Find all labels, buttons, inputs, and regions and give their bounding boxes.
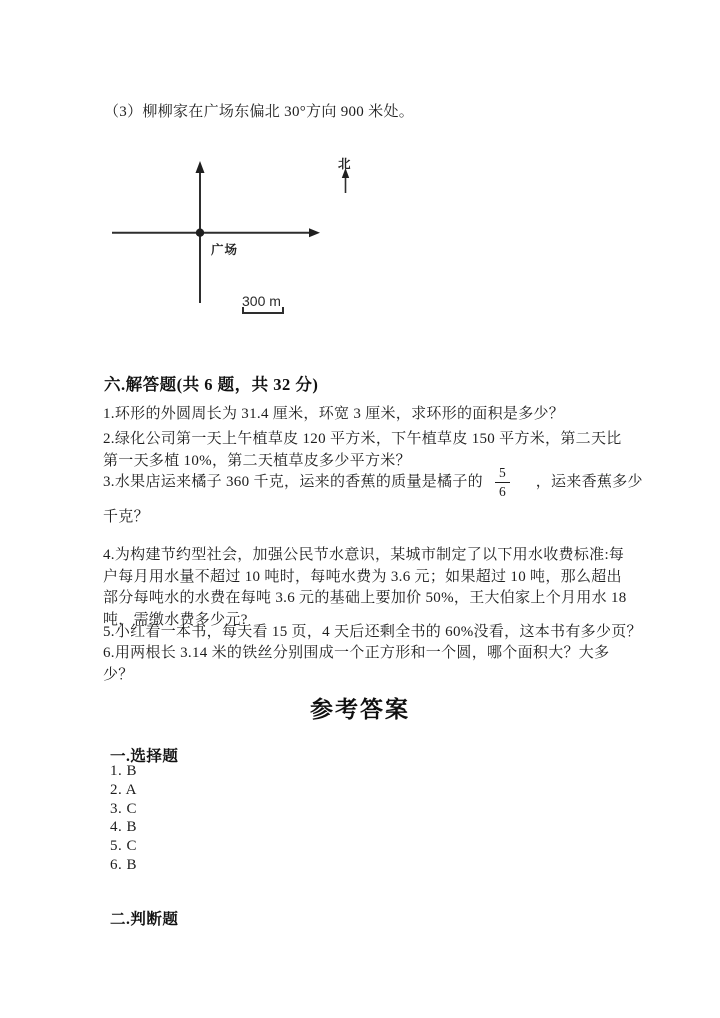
problem-2: 2.绿化公司第一天上午植草皮 120 平方米，下午植草皮 150 平方米，第二天比第一天多植 10%，第二天植草皮多少平方米？ bbox=[103, 431, 622, 469]
problem-6: 6.用两根长 3.14 米的铁丝分别围成一个正方形和一个圆，哪个面积大？大多少？ bbox=[103, 645, 610, 683]
fraction-numerator: 5 bbox=[498, 464, 506, 480]
origin-dot bbox=[196, 229, 204, 237]
north-label: 北 bbox=[338, 157, 352, 171]
vertical-axis-arrowhead bbox=[196, 161, 205, 173]
section-6-title: 六.解答题(共 6 题，共 32 分) bbox=[104, 374, 319, 394]
scale-label: 300 m bbox=[242, 293, 281, 309]
answer-item-3: 3. C bbox=[110, 800, 138, 817]
choice-answers-list bbox=[110, 762, 137, 875]
fraction-five-sixths bbox=[495, 466, 510, 499]
answer-item-1: 1. B bbox=[110, 763, 138, 779]
problem-3 bbox=[103, 465, 645, 535]
problem-1: 1.环形的外圆周长为 31.4 厘米，环宽 3 厘米，求环形的面积是多少？ bbox=[103, 406, 565, 422]
answers-section-1-title: 一.选择题 bbox=[110, 747, 179, 765]
problem-4: 4.为构建节约型社会，加强公民节水意识，某城市制定了以下用水收费标准:每户每月用水量不超过 10 吨时，每吨水费为 3.6 元；如果超过 10 吨，那么超出部分每吨水的水费在每吨 3.6 元的基础上要加价 50%，王大伯家上个月用水 18 吨，需缴水费多少元? bbox=[103, 547, 627, 628]
problem-3-text-pre: 3.水果店运来橘子 360 千克，运来的香蕉的质量是橘子的 bbox=[103, 474, 483, 490]
statement-3: （3）柳柳家在广场东偏北 30°方向 900 米处。 bbox=[104, 104, 415, 120]
answer-item-4: 4. B bbox=[110, 819, 138, 836]
answer-item-5: 5. C bbox=[110, 838, 138, 855]
horizontal-axis-arrowhead bbox=[309, 228, 320, 237]
problem-5: 5.小红看一本书，每天看 15 页，4 天后还剩全书的 60%没看，这本书有多少页？ bbox=[103, 624, 642, 640]
answer-item-6: 6. B bbox=[110, 856, 138, 873]
plaza-label: 广场 bbox=[211, 243, 239, 257]
answers-title: 参考答案 bbox=[310, 697, 410, 723]
problem-3-text-post: ，运来香蕉多少千克？ bbox=[103, 474, 643, 525]
answer-item-2: 2. A bbox=[110, 781, 138, 798]
axes-diagram-graphic bbox=[90, 138, 370, 323]
answers-section-2-title: 二.判断题 bbox=[110, 910, 179, 928]
fraction-denominator: 6 bbox=[495, 482, 510, 499]
